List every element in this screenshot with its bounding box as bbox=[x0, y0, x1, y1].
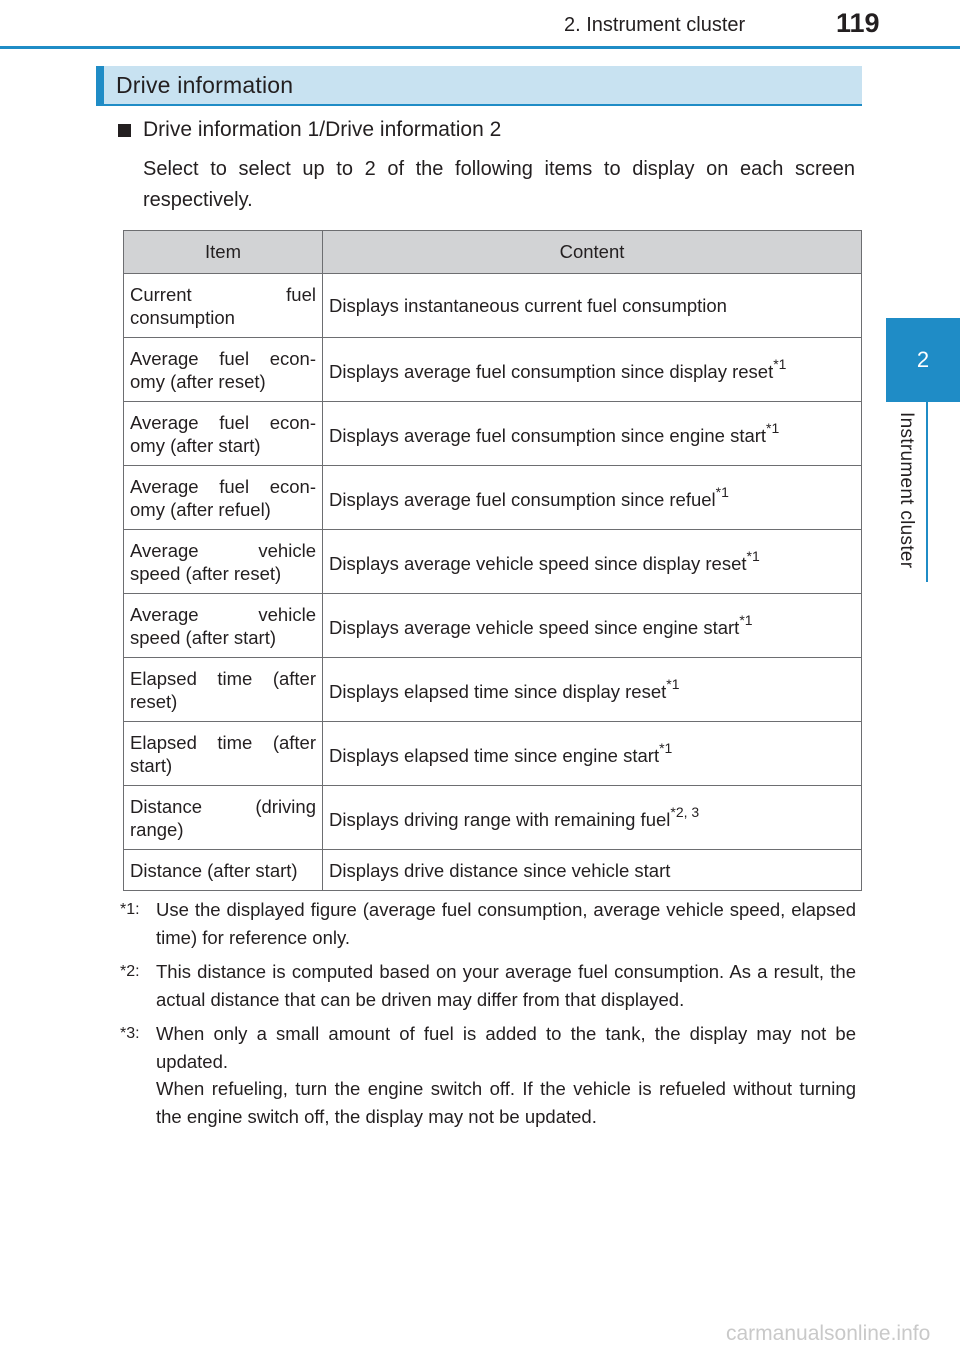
table-body bbox=[124, 274, 862, 891]
content-text: Displays average vehicle speed since display reset bbox=[329, 553, 747, 575]
table-row bbox=[124, 338, 862, 402]
table-row bbox=[124, 722, 862, 786]
footnote-text: Use the displayed figure (average fuel consumption, average vehicle speed, elapsed time) for reference only. bbox=[156, 899, 856, 948]
footnotes bbox=[120, 896, 856, 1137]
footnote-mark: *2: bbox=[120, 963, 140, 980]
content-text: Displays average fuel consumption since engine start bbox=[329, 425, 767, 447]
table-cell-content bbox=[323, 786, 862, 850]
table-cell-content bbox=[323, 274, 862, 338]
page-number: 119 bbox=[836, 8, 880, 38]
content-text: Displays instantaneous current fuel consumption bbox=[329, 295, 727, 316]
footnote-extra-text: When refueling, turn the engine switch off. If the vehicle is refueled without turning the engine switch off, the display may not be updated. bbox=[156, 1078, 856, 1127]
table-cell-content bbox=[323, 658, 862, 722]
table-cell-content bbox=[323, 338, 862, 402]
chapter-title: 2. Instrument cluster bbox=[564, 14, 746, 36]
chapter-tab[interactable] bbox=[886, 318, 960, 402]
table-row bbox=[124, 786, 862, 850]
table-row bbox=[124, 658, 862, 722]
table-cell-content bbox=[323, 530, 862, 594]
square-bullet-icon bbox=[118, 124, 131, 137]
footnote-reference: *1 bbox=[746, 548, 760, 565]
table-header-row bbox=[124, 231, 862, 274]
table-row bbox=[124, 466, 862, 530]
footnote-body bbox=[156, 896, 856, 951]
drive-info-table bbox=[123, 230, 862, 891]
footnote-reference: *1 bbox=[739, 612, 753, 629]
side-divider bbox=[926, 402, 928, 582]
table-cell-content bbox=[323, 466, 862, 530]
table-cell-content bbox=[323, 722, 862, 786]
table-cell-item: Distance (driving range) bbox=[124, 786, 323, 850]
table-cell-item: Current fuel consumption bbox=[124, 274, 323, 338]
section-title: Drive information bbox=[116, 71, 294, 98]
footnote-item bbox=[120, 1020, 856, 1130]
table-cell-item: Average fuel econ-omy (after refuel) bbox=[124, 466, 323, 530]
content-text: Displays elapsed time since display reset bbox=[329, 681, 667, 703]
table-row bbox=[124, 274, 862, 338]
subheading-text: Drive information 1/Drive information 2 bbox=[143, 118, 502, 141]
footnote-item bbox=[120, 896, 856, 951]
footnote-body bbox=[156, 958, 856, 1013]
footnote-item bbox=[120, 958, 856, 1013]
footnote-reference: *1 bbox=[659, 740, 673, 757]
table-cell-item: Elapsed time (after start) bbox=[124, 722, 323, 786]
footnote-reference: *1 bbox=[773, 356, 787, 373]
footnote-reference: *1 bbox=[715, 484, 729, 501]
table-cell-item: Average vehicle speed (after reset) bbox=[124, 530, 323, 594]
chapter-side-label: Instrument cluster bbox=[896, 412, 917, 569]
table-cell-content bbox=[323, 594, 862, 658]
table-cell-item: Average fuel econ-omy (after start) bbox=[124, 402, 323, 466]
intro-paragraph: Select to select up to 2 of the following items to display on each screen respectively. bbox=[143, 158, 855, 211]
footnote-mark: *3: bbox=[120, 1025, 140, 1042]
content-text: Displays average vehicle speed since engine start bbox=[329, 617, 740, 639]
table-row bbox=[124, 402, 862, 466]
table-header-item: Item bbox=[124, 231, 323, 274]
table-cell-item: Elapsed time (after reset) bbox=[124, 658, 323, 722]
table-cell-item: Average vehicle speed (after start) bbox=[124, 594, 323, 658]
content-text: Displays driving range with remaining fuel bbox=[329, 809, 671, 831]
footnote-text: This distance is computed based on your average fuel consumption. As a result, the actual distance that can be driven may differ from that displayed. bbox=[156, 961, 856, 1010]
table-row bbox=[124, 530, 862, 594]
footnote-mark-text: *3 bbox=[120, 1025, 136, 1042]
footnote-reference: *1 bbox=[766, 420, 780, 437]
footnote-mark: *1: bbox=[120, 901, 140, 918]
table-row bbox=[124, 850, 862, 891]
table-cell-item: Average fuel econ-omy (after reset) bbox=[124, 338, 323, 402]
content-text: Displays drive distance since vehicle start bbox=[329, 859, 671, 881]
section-title-bar bbox=[96, 66, 862, 106]
header-divider bbox=[0, 46, 960, 49]
footnote-mark-text: *2 bbox=[120, 963, 136, 980]
footnote-body bbox=[156, 1020, 856, 1130]
content-text: Displays average fuel consumption since display reset bbox=[329, 361, 774, 383]
chapter-tab-number: 2 bbox=[916, 347, 930, 372]
footnote-mark-text: *1 bbox=[120, 901, 136, 918]
content-text: Displays elapsed time since engine start bbox=[329, 745, 660, 767]
subheading bbox=[118, 118, 501, 142]
table-cell-content bbox=[323, 850, 862, 891]
footnote-reference: *2, 3 bbox=[670, 804, 700, 821]
table-header-content: Content bbox=[323, 231, 862, 274]
content-text: Displays average fuel consumption since refuel bbox=[329, 489, 716, 511]
table-cell-content bbox=[323, 402, 862, 466]
footnote-reference: *1 bbox=[666, 676, 680, 693]
table-cell-item: Distance (after start) bbox=[124, 850, 323, 891]
table-row bbox=[124, 594, 862, 658]
watermark: carmanualsonline.info bbox=[726, 1322, 931, 1345]
footnote-text: When only a small amount of fuel is added to the tank, the display may not be updated. bbox=[156, 1023, 856, 1072]
